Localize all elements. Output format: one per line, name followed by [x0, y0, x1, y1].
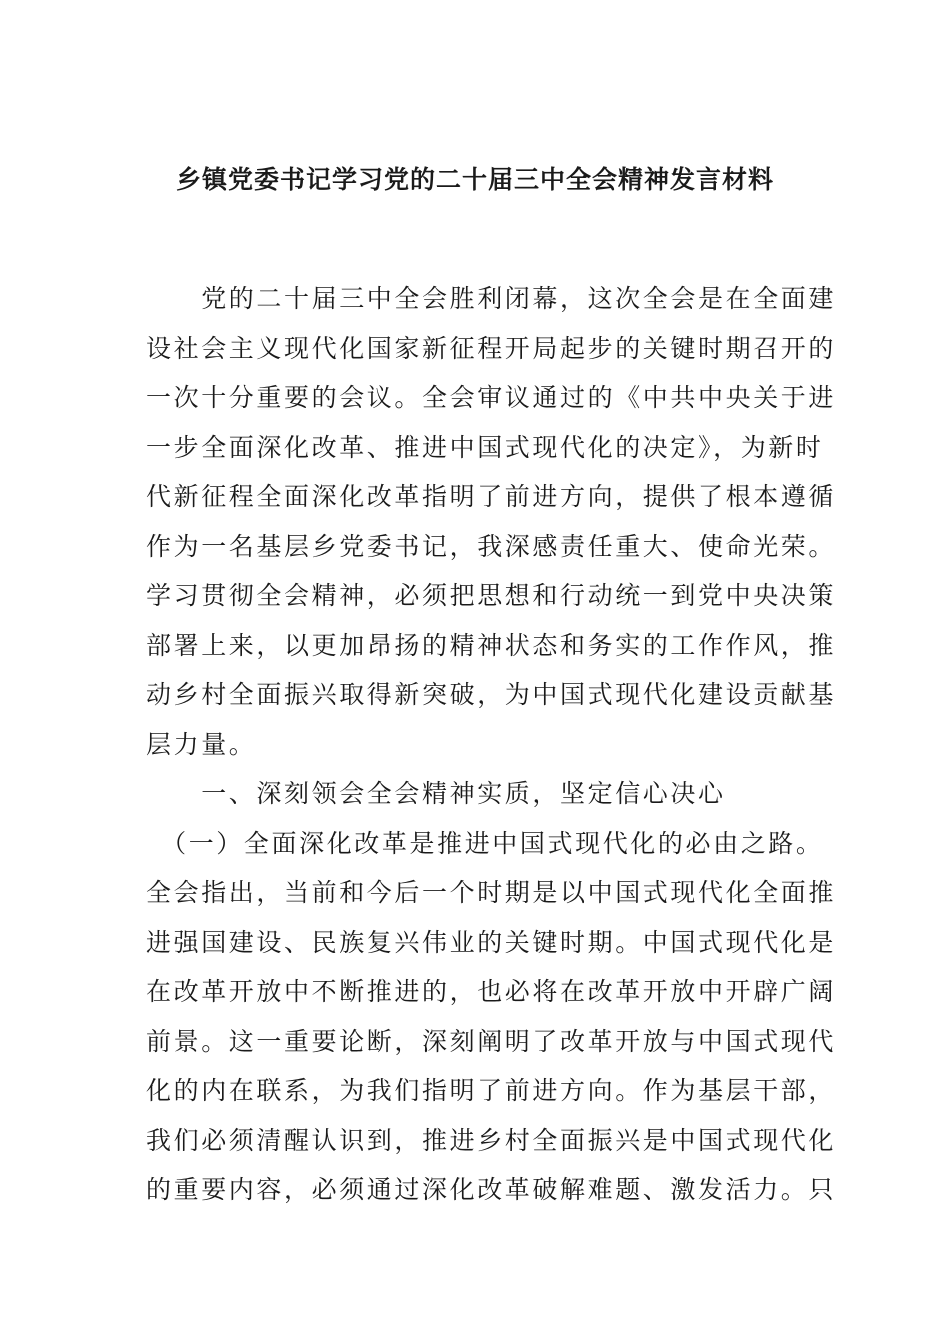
body-line: 在改革开放中不断推进的，也必将在改革开放中开辟广阔 — [146, 977, 837, 1006]
body-line: 的重要内容，必须通过深化改革破解难题、激发活力。只 — [146, 1175, 837, 1204]
body-line: 层力量。 — [146, 729, 257, 759]
body-line: 前景。这一重要论断，深刻阐明了改革开放与中国式现代 — [146, 1026, 837, 1056]
body-line: 进强国建设、民族复兴伟业的关键时期。中国式现代化是 — [146, 927, 837, 957]
subsection-heading: （一）全面深化改革是推进中国式现代化的必由之路。 — [146, 828, 824, 858]
document-body — [146, 274, 837, 1215]
body-line: 党的二十届三中全会胜利闭幕，这次全会是在全面建 — [146, 284, 837, 313]
section-heading: 一、深刻领会全会精神实质，坚定信心决心 — [146, 779, 726, 808]
body-line: 一步全面深化改革、推进中国式现代化的决定》，为新时 — [146, 432, 824, 462]
body-line: 部署上来，以更加昂扬的精神状态和务实的工作作风，推 — [146, 630, 837, 660]
body-line: 设社会主义现代化国家新征程开局起步的关键时期召开的 — [146, 333, 837, 363]
body-line: 学习贯彻全会精神，必须把思想和行动统一到党中央决策 — [146, 581, 837, 610]
document-title: 乡镇党委书记学习党的二十届三中全会精神发言材料 — [175, 165, 774, 194]
body-line: 我们必须清醒认识到，推进乡村全面振兴是中国式现代化 — [146, 1125, 837, 1155]
body-line: 化的内在联系，为我们指明了前进方向。作为基层干部， — [146, 1076, 837, 1105]
body-line: 作为一名基层乡党委书记，我深感责任重大、使命光荣。 — [146, 531, 837, 561]
body-line: 代新征程全面深化改革指明了前进方向，提供了根本遵循 — [146, 482, 837, 511]
body-line: 一次十分重要的会议。全会审议通过的《中共中央关于进 — [146, 383, 837, 412]
body-line: 全会指出，当前和今后一个时期是以中国式现代化全面推 — [146, 878, 837, 907]
body-line: 动乡村全面振兴取得新突破，为中国式现代化建设贡献基 — [146, 680, 837, 709]
